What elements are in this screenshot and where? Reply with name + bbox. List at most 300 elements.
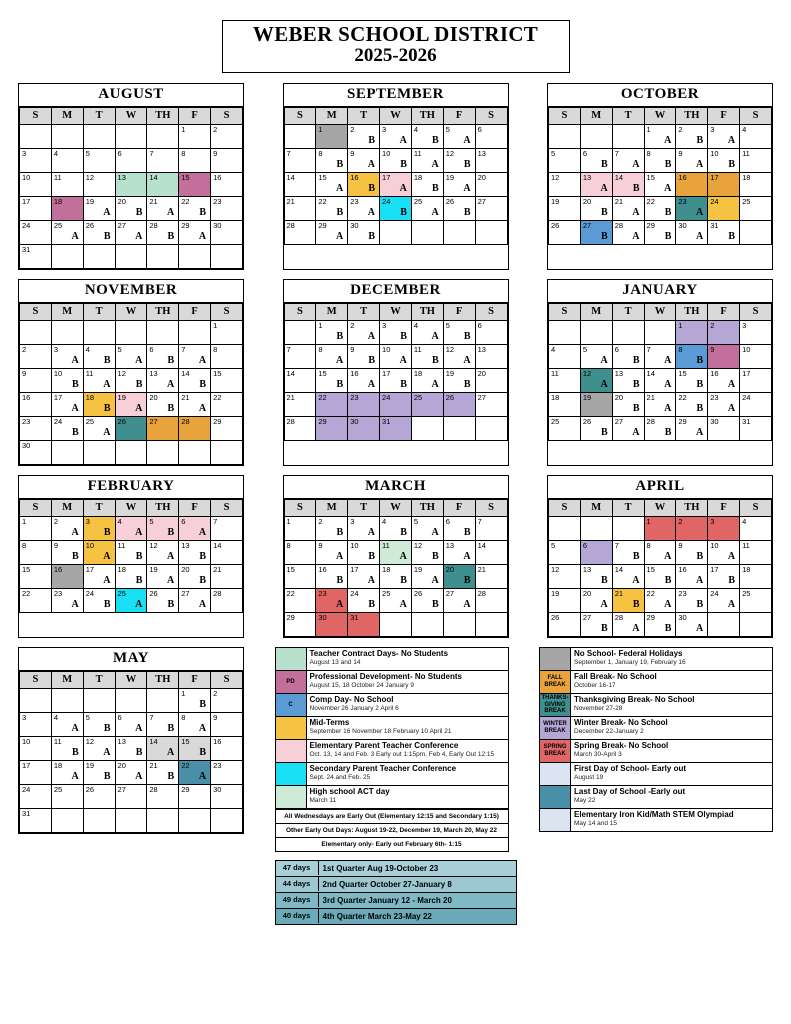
legend-swatch xyxy=(276,648,307,670)
ab-day-label: B xyxy=(601,622,608,634)
day-cell xyxy=(443,516,475,540)
day-cell xyxy=(211,688,243,712)
day-number: 14 xyxy=(149,736,158,746)
ab-day-label: B xyxy=(432,550,439,562)
ab-day-label: B xyxy=(135,746,143,758)
may-holder xyxy=(18,647,244,834)
ab-day-label: A xyxy=(431,158,439,170)
legend-dates: November 26 January 2 April 6 xyxy=(309,704,399,712)
ab-day-label: B xyxy=(103,402,111,414)
day-cell xyxy=(475,392,507,416)
day-cell xyxy=(147,172,179,196)
ab-day-label: B xyxy=(463,330,471,342)
week-row xyxy=(284,148,507,172)
weekday-header: S xyxy=(475,107,507,124)
legend-dates: August 19 xyxy=(574,773,604,781)
week-row xyxy=(20,220,243,244)
day-cell xyxy=(147,712,179,736)
ab-day-label: B xyxy=(632,402,640,414)
day-number: 13 xyxy=(149,368,158,378)
day-cell xyxy=(115,760,147,784)
weekday-header: S xyxy=(549,107,581,124)
weekday-header: F xyxy=(179,499,211,516)
day-number: 30 xyxy=(213,220,222,230)
day-number: 9 xyxy=(213,148,218,158)
day-number: 19 xyxy=(445,368,455,378)
day-number: 30 xyxy=(350,220,359,230)
day-number: 24 xyxy=(53,416,63,426)
day-number: 1 xyxy=(213,320,218,330)
day-cell xyxy=(580,564,612,588)
day-cell xyxy=(676,124,708,148)
day-cell xyxy=(580,220,612,244)
day-cell xyxy=(708,392,740,416)
day-cell xyxy=(316,220,348,244)
ab-day-label: B xyxy=(696,354,704,366)
day-cell xyxy=(443,320,475,344)
ab-day-label: B xyxy=(696,378,704,390)
day-cell xyxy=(708,124,740,148)
day-cell xyxy=(380,588,412,612)
day-cell xyxy=(580,416,612,440)
day-cell xyxy=(83,588,115,612)
day-cell xyxy=(676,588,708,612)
empty-cell xyxy=(443,220,475,244)
day-number: 29 xyxy=(286,612,295,622)
day-number: 1 xyxy=(22,516,27,526)
day-cell xyxy=(644,588,676,612)
day-number: 13 xyxy=(445,540,455,550)
weekday-header: TH xyxy=(147,303,179,320)
day-cell xyxy=(211,588,243,612)
week-row xyxy=(284,196,507,220)
week-row xyxy=(284,344,507,368)
day-cell xyxy=(443,540,475,564)
week-row xyxy=(20,712,243,736)
day-number: 23 xyxy=(678,196,687,206)
day-cell xyxy=(147,220,179,244)
day-number: 28 xyxy=(286,416,295,426)
week-row xyxy=(284,540,507,564)
day-cell xyxy=(83,196,115,220)
day-number: 2 xyxy=(350,320,355,330)
day-number: 29 xyxy=(213,416,222,426)
week-row xyxy=(20,688,243,712)
day-number: 28 xyxy=(646,416,655,426)
ab-day-label: A xyxy=(431,330,439,342)
day-cell xyxy=(211,712,243,736)
day-number: 7 xyxy=(614,540,619,550)
ab-day-label: A xyxy=(664,182,672,194)
day-number: 3 xyxy=(350,516,355,526)
ab-day-label: A xyxy=(135,354,143,366)
day-cell xyxy=(211,124,243,148)
ab-day-label: A xyxy=(431,526,439,538)
day-number: 21 xyxy=(149,760,158,770)
legend-dates: March 11 xyxy=(309,796,337,804)
day-cell xyxy=(316,148,348,172)
ab-day-label: B xyxy=(601,426,608,438)
day-number: 20 xyxy=(614,392,624,402)
day-cell xyxy=(348,148,380,172)
day-number: 9 xyxy=(350,344,355,354)
day-cell xyxy=(549,416,581,440)
empty-cell xyxy=(411,612,443,636)
week-row xyxy=(549,588,772,612)
day-cell xyxy=(380,564,412,588)
ab-day-label: A xyxy=(166,746,175,758)
day-number: 31 xyxy=(382,416,391,426)
day-number: 20 xyxy=(181,564,190,574)
day-cell xyxy=(348,368,380,392)
week-row xyxy=(549,320,772,344)
ab-day-label: A xyxy=(166,574,175,586)
month-november xyxy=(18,279,244,466)
empty-cell xyxy=(83,124,115,148)
day-number: 27 xyxy=(181,588,190,598)
day-number: 10 xyxy=(350,540,359,550)
weekday-header: TH xyxy=(411,499,443,516)
day-cell xyxy=(51,564,83,588)
legend-swatch xyxy=(276,786,307,808)
ab-day-label: A xyxy=(367,378,376,390)
day-cell xyxy=(316,196,348,220)
month-title: JANUARY xyxy=(548,280,772,303)
day-cell xyxy=(676,516,708,540)
day-number: 14 xyxy=(149,172,158,182)
day-cell xyxy=(475,172,507,196)
legend-item xyxy=(540,786,772,809)
day-cell xyxy=(179,124,211,148)
day-number: 5 xyxy=(551,540,556,550)
day-cell xyxy=(549,392,581,416)
ab-day-label: B xyxy=(400,206,407,218)
week-row xyxy=(549,516,772,540)
day-cell xyxy=(115,784,147,808)
day-cell xyxy=(284,564,316,588)
weekday-header: W xyxy=(380,107,412,124)
day-cell xyxy=(549,540,581,564)
legend-dates: Sept. 24 and Feb. 25 xyxy=(309,773,371,781)
legend-swatch xyxy=(276,763,307,785)
day-cell xyxy=(147,516,179,540)
month-january xyxy=(547,279,773,466)
ab-day-label: A xyxy=(335,354,344,366)
day-cell xyxy=(20,516,52,540)
ab-day-label: B xyxy=(632,354,640,366)
ab-day-label: B xyxy=(463,378,471,390)
day-number: 8 xyxy=(181,148,186,158)
day-cell xyxy=(380,416,412,440)
day-number: 19 xyxy=(551,196,560,206)
empty-cell xyxy=(115,244,147,268)
legend-item xyxy=(276,694,508,717)
ab-day-label: B xyxy=(336,206,344,218)
day-number: 5 xyxy=(149,516,154,526)
day-number: 26 xyxy=(551,612,560,622)
legend-label: Thanksgiving Break- No School xyxy=(574,694,695,704)
ab-day-label: A xyxy=(695,158,704,170)
weekday-header: T xyxy=(348,303,380,320)
day-cell xyxy=(708,344,740,368)
day-number: 25 xyxy=(85,416,95,426)
day-number: 3 xyxy=(382,124,387,134)
empty-cell xyxy=(549,124,581,148)
empty-cell xyxy=(211,808,243,832)
ab-day-label: B xyxy=(728,230,736,242)
legend-swatch xyxy=(276,717,307,739)
day-number: 30 xyxy=(22,440,31,450)
empty-cell xyxy=(147,320,179,344)
weekday-header: T xyxy=(348,107,380,124)
day-cell xyxy=(211,416,243,440)
day-number: 7 xyxy=(286,148,291,158)
page-title xyxy=(222,20,570,73)
day-cell xyxy=(316,612,348,636)
ab-day-label: B xyxy=(199,206,207,218)
day-cell xyxy=(348,320,380,344)
day-number: 11 xyxy=(117,540,126,550)
weekday-header: S xyxy=(211,303,243,320)
ab-day-label: A xyxy=(198,770,207,782)
empty-cell xyxy=(83,244,115,268)
day-number: 15 xyxy=(181,172,190,182)
day-cell xyxy=(20,244,52,268)
legend-dates: August 13 and 14 xyxy=(309,658,361,666)
day-cell xyxy=(475,320,507,344)
empty-cell xyxy=(443,416,475,440)
legend-swatch: C xyxy=(276,694,307,716)
day-cell xyxy=(20,736,52,760)
day-cell xyxy=(20,760,52,784)
day-cell xyxy=(147,148,179,172)
legend-text xyxy=(571,717,772,739)
day-number: 5 xyxy=(413,516,419,526)
day-cell xyxy=(708,540,740,564)
day-number: 6 xyxy=(582,148,588,158)
weekday-header: T xyxy=(612,107,644,124)
ab-day-label: A xyxy=(727,134,736,146)
day-cell xyxy=(316,564,348,588)
day-cell xyxy=(644,516,676,540)
weekday-header: W xyxy=(644,499,676,516)
day-cell xyxy=(348,220,380,244)
day-cell xyxy=(20,564,52,588)
day-cell xyxy=(211,516,243,540)
empty-cell xyxy=(211,244,243,268)
ab-day-label: B xyxy=(664,574,672,586)
week-row xyxy=(284,416,507,440)
day-cell xyxy=(316,124,348,148)
day-number: 4 xyxy=(551,344,556,354)
legend-text xyxy=(571,809,772,831)
legend-swatch xyxy=(276,740,307,762)
day-cell xyxy=(380,172,412,196)
ab-day-label: B xyxy=(728,158,736,170)
day-number: 31 xyxy=(350,612,359,622)
day-cell xyxy=(580,344,612,368)
day-cell xyxy=(740,320,772,344)
day-number: 18 xyxy=(117,564,126,574)
day-cell xyxy=(612,392,644,416)
day-number: 18 xyxy=(742,172,751,182)
day-cell xyxy=(83,736,115,760)
day-cell xyxy=(20,220,52,244)
day-number: 3 xyxy=(22,712,27,722)
day-number: 26 xyxy=(413,588,423,598)
ab-day-label: B xyxy=(167,722,175,734)
day-cell xyxy=(179,416,211,440)
weekday-header: S xyxy=(20,303,52,320)
day-cell xyxy=(83,760,115,784)
day-cell xyxy=(644,392,676,416)
day-number: 28 xyxy=(286,220,295,230)
weekday-header: M xyxy=(580,499,612,516)
week-row xyxy=(549,148,772,172)
day-cell xyxy=(147,588,179,612)
quarters-table xyxy=(275,860,517,925)
ab-day-label: B xyxy=(336,330,344,342)
day-number: 11 xyxy=(53,736,62,746)
day-cell xyxy=(443,196,475,220)
day-number: 11 xyxy=(413,344,422,354)
day-cell xyxy=(348,588,380,612)
day-number: 2 xyxy=(213,124,218,134)
weekday-header: S xyxy=(475,303,507,320)
legend-text xyxy=(571,648,772,670)
legend-dates: September 16 November 18 February 10 April 21 xyxy=(309,727,452,735)
day-cell xyxy=(708,220,740,244)
ab-day-label: B xyxy=(167,402,175,414)
day-cell xyxy=(676,416,708,440)
day-cell xyxy=(612,588,644,612)
day-cell xyxy=(644,172,676,196)
ab-day-label: A xyxy=(103,378,111,390)
day-cell xyxy=(580,540,612,564)
day-cell xyxy=(51,516,83,540)
day-cell xyxy=(676,540,708,564)
legend-text xyxy=(307,648,508,670)
day-number: 21 xyxy=(646,392,655,402)
day-number: 17 xyxy=(22,196,31,206)
day-cell xyxy=(20,712,52,736)
ab-day-label: A xyxy=(166,378,175,390)
day-number: 2 xyxy=(22,344,27,354)
ab-day-label: A xyxy=(335,550,344,562)
week-row xyxy=(284,172,507,196)
day-number: 11 xyxy=(742,540,750,550)
empty-cell xyxy=(83,440,115,464)
day-number: 25 xyxy=(53,220,63,230)
day-cell xyxy=(380,196,412,220)
legend-item xyxy=(276,763,508,786)
day-number: 22 xyxy=(22,588,31,598)
day-cell xyxy=(115,416,147,440)
day-cell xyxy=(83,148,115,172)
district-name: WEBER SCHOOL DISTRICT xyxy=(252,22,539,46)
ab-day-label: A xyxy=(335,598,344,610)
empty-cell xyxy=(411,416,443,440)
day-number: 12 xyxy=(582,368,592,378)
day-cell xyxy=(284,172,316,196)
day-cell xyxy=(708,564,740,588)
day-number: 19 xyxy=(149,564,158,574)
day-cell xyxy=(51,712,83,736)
day-number: 5 xyxy=(85,712,90,722)
empty-cell xyxy=(284,320,316,344)
empty-cell xyxy=(147,808,179,832)
day-cell xyxy=(549,172,581,196)
week-row xyxy=(549,564,772,588)
empty-cell xyxy=(147,688,179,712)
day-number: 21 xyxy=(614,196,624,206)
empty-cell xyxy=(475,416,507,440)
ab-day-label: B xyxy=(400,158,407,170)
legend-item xyxy=(276,648,508,671)
day-number: 30 xyxy=(213,784,222,794)
empty-cell xyxy=(179,320,211,344)
month-title: SEPTEMBER xyxy=(284,84,508,107)
week-row xyxy=(20,784,243,808)
day-cell xyxy=(644,196,676,220)
day-number: 12 xyxy=(149,540,158,550)
day-number: 28 xyxy=(614,220,624,230)
legend-item xyxy=(540,763,772,786)
week-row xyxy=(20,808,243,832)
ab-day-label: B xyxy=(103,526,111,538)
empty-cell xyxy=(147,124,179,148)
day-number: 27 xyxy=(477,196,486,206)
day-number: 11 xyxy=(85,368,94,378)
empty-cell xyxy=(740,612,772,636)
day-number: 1 xyxy=(181,688,186,698)
ab-day-label: A xyxy=(198,230,207,242)
day-number: 10 xyxy=(382,148,391,158)
day-number: 14 xyxy=(614,564,624,574)
day-cell xyxy=(316,172,348,196)
day-cell xyxy=(179,588,211,612)
ab-day-label: B xyxy=(400,574,407,586)
day-number: 14 xyxy=(477,540,486,550)
day-cell xyxy=(211,196,243,220)
day-cell xyxy=(580,368,612,392)
ab-day-label: B xyxy=(167,770,175,782)
day-cell xyxy=(411,196,443,220)
day-number: 24 xyxy=(382,392,391,402)
day-cell xyxy=(284,220,316,244)
day-number: 23 xyxy=(22,416,31,426)
ab-day-label: A xyxy=(727,598,736,610)
day-cell xyxy=(20,540,52,564)
months-row-3 xyxy=(18,475,773,638)
ab-day-label: A xyxy=(664,134,672,146)
ab-day-label: B xyxy=(368,134,376,146)
day-cell xyxy=(708,196,740,220)
day-cell xyxy=(179,760,211,784)
legend-text xyxy=(307,740,508,762)
day-cell xyxy=(740,588,772,612)
day-number: 17 xyxy=(53,392,63,402)
day-cell xyxy=(20,440,52,464)
ab-day-label: B xyxy=(336,158,344,170)
day-number: 7 xyxy=(149,148,154,158)
day-cell xyxy=(83,712,115,736)
empty-cell xyxy=(612,124,644,148)
day-cell xyxy=(83,564,115,588)
week-row xyxy=(549,416,772,440)
day-number: 23 xyxy=(213,196,222,206)
ab-day-label: B xyxy=(135,206,143,218)
